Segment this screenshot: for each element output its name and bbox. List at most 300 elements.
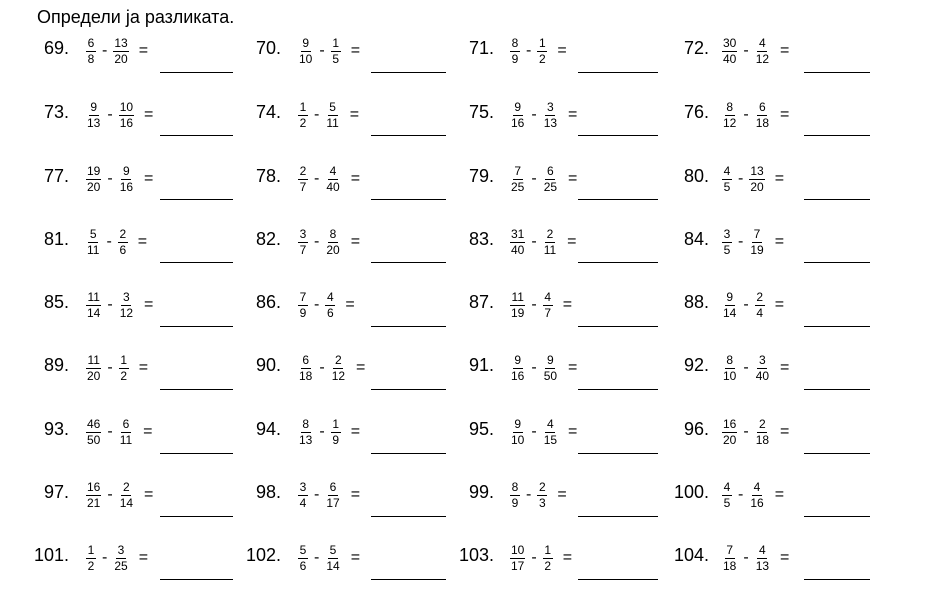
minuend-fraction [297, 418, 314, 447]
numerator: 13 [750, 163, 764, 178]
subtrahend-fraction [118, 101, 135, 130]
problem-number: 76. [683, 102, 709, 122]
denominator: 6 [299, 558, 307, 573]
minus-sign: - [107, 423, 113, 440]
denominator: 14 [326, 558, 340, 573]
numerator: 6 [122, 416, 130, 431]
problem-number: 96. [683, 419, 709, 439]
minuend-fraction [509, 291, 526, 320]
problem-number: 74. [255, 102, 281, 122]
equals-sign: = [774, 233, 785, 250]
numerator: 4 [723, 479, 731, 494]
answer-blank[interactable] [804, 579, 870, 580]
denominator: 2 [299, 115, 307, 130]
numerator: 1 [87, 542, 95, 557]
subtrahend-fraction [118, 418, 134, 447]
minuend-fraction [297, 291, 309, 320]
minuend-fraction [721, 101, 738, 130]
numerator: 9 [547, 352, 554, 367]
fraction-expression [721, 36, 797, 66]
answer-blank[interactable] [160, 262, 233, 263]
minuend-fraction [509, 101, 526, 130]
numerator: 7 [753, 226, 761, 241]
answer-blank[interactable] [371, 262, 446, 263]
fraction-expression [85, 100, 161, 130]
numerator: 2 [299, 163, 307, 178]
answer-blank[interactable] [578, 135, 658, 136]
numerator: 2 [123, 479, 130, 494]
minus-sign: - [738, 170, 744, 187]
subtrahend-fraction [324, 291, 336, 320]
fraction-expression [509, 100, 585, 130]
denominator: 2 [120, 368, 128, 383]
fraction-expression [297, 417, 368, 447]
problem-number: 82. [255, 229, 281, 249]
problem-number: 80. [683, 166, 709, 186]
minuend-fraction [509, 37, 521, 66]
answer-blank[interactable] [160, 389, 233, 390]
answer-blank[interactable] [804, 262, 870, 263]
subtrahend-fraction [542, 101, 559, 130]
answer-blank[interactable] [160, 579, 233, 580]
equals-sign: = [350, 42, 361, 59]
denominator: 4 [299, 495, 307, 510]
numerator: 9 [302, 35, 310, 50]
numerator: 1 [538, 35, 546, 50]
denominator: 40 [755, 368, 770, 383]
equals-sign: = [568, 170, 578, 187]
answer-blank[interactable] [160, 199, 233, 200]
minuend-fraction [509, 228, 526, 257]
minuend-fraction [85, 544, 97, 573]
denominator: 14 [119, 495, 134, 510]
answer-blank[interactable] [578, 326, 658, 327]
numerator: 9 [514, 416, 522, 431]
answer-blank[interactable] [160, 453, 233, 454]
denominator: 15 [543, 432, 558, 447]
fraction-expression [509, 417, 585, 447]
numerator: 10 [119, 99, 134, 114]
answer-blank[interactable] [578, 199, 658, 200]
numerator: 1 [120, 352, 128, 367]
numerator: 2 [538, 479, 546, 494]
subtrahend-fraction [112, 37, 129, 66]
minuend-fraction [721, 354, 738, 383]
fraction-expression [85, 543, 156, 573]
fraction-expression [297, 100, 367, 130]
equals-sign: = [562, 549, 573, 566]
denominator: 2 [538, 51, 546, 66]
problem-number: 98. [255, 482, 281, 502]
answer-blank[interactable] [371, 199, 446, 200]
answer-blank[interactable] [804, 326, 870, 327]
subtrahend-fraction [754, 291, 766, 320]
fraction-expression [85, 480, 161, 510]
equals-sign: = [562, 296, 573, 313]
denominator: 12 [755, 51, 770, 66]
denominator: 5 [723, 242, 731, 257]
answer-blank[interactable] [371, 453, 446, 454]
answer-blank[interactable] [160, 516, 233, 517]
denominator: 20 [87, 368, 101, 383]
denominator: 14 [723, 305, 737, 320]
problem-number: 92. [683, 355, 709, 375]
equals-sign: = [568, 359, 578, 376]
answer-blank[interactable] [578, 389, 658, 390]
answer-blank[interactable] [160, 72, 233, 73]
minuend-fraction [721, 544, 738, 573]
numerator: 9 [726, 289, 734, 304]
subtrahend-fraction [324, 228, 341, 257]
problem-number: 79. [468, 166, 494, 186]
answer-blank[interactable] [804, 389, 870, 390]
answer-blank[interactable] [371, 135, 446, 136]
denominator: 18 [755, 115, 770, 130]
numerator: 1 [544, 542, 552, 557]
numerator: 6 [329, 479, 337, 494]
answer-blank[interactable] [578, 516, 658, 517]
subtrahend-fraction [324, 101, 340, 130]
denominator: 40 [326, 179, 340, 194]
subtrahend-fraction [542, 165, 559, 194]
problem-number: 93. [43, 419, 69, 439]
numerator: 8 [329, 226, 337, 241]
minus-sign: - [107, 296, 113, 313]
minus-sign: - [531, 170, 537, 187]
answer-blank[interactable] [804, 135, 870, 136]
minuend-fraction [297, 37, 314, 66]
subtrahend-fraction [542, 544, 554, 573]
numerator: 5 [299, 542, 307, 557]
numerator: 4 [753, 479, 761, 494]
denominator: 17 [511, 558, 525, 573]
subtrahend-fraction [118, 354, 130, 383]
fraction-expression [721, 543, 797, 573]
minuend-fraction [297, 101, 309, 130]
problem-number: 78. [255, 166, 281, 186]
denominator: 7 [544, 305, 552, 320]
minuend-fraction [721, 37, 738, 66]
numerator: 13 [114, 35, 128, 50]
minus-sign: - [107, 170, 113, 187]
denominator: 13 [87, 115, 101, 130]
numerator: 2 [335, 352, 342, 367]
equals-sign: = [567, 233, 577, 250]
answer-blank[interactable] [371, 389, 446, 390]
problem-number: 102. [245, 545, 281, 565]
subtrahend-fraction [117, 228, 129, 257]
subtrahend-fraction [118, 481, 135, 510]
answer-blank[interactable] [160, 326, 233, 327]
denominator: 9 [511, 495, 519, 510]
numerator: 8 [511, 479, 519, 494]
denominator: 9 [511, 51, 519, 66]
numerator: 4 [544, 289, 552, 304]
denominator: 20 [326, 242, 340, 257]
answer-blank[interactable] [578, 453, 658, 454]
denominator: 13 [755, 558, 770, 573]
denominator: 7 [299, 179, 307, 194]
equals-sign: = [137, 233, 148, 250]
minus-sign: - [743, 549, 749, 566]
fraction-expression [721, 100, 797, 130]
minus-sign: - [531, 233, 537, 250]
answer-blank[interactable] [804, 516, 870, 517]
numerator: 6 [87, 35, 95, 50]
equals-sign: = [350, 423, 361, 440]
subtrahend-fraction [118, 165, 135, 194]
fraction-expression [297, 36, 368, 66]
subtrahend-fraction [754, 37, 771, 66]
denominator: 25 [543, 179, 558, 194]
minus-sign: - [314, 296, 320, 313]
minuend-fraction [297, 228, 309, 257]
equals-sign: = [568, 106, 578, 123]
subtrahend-fraction [542, 228, 558, 257]
minus-sign: - [743, 42, 749, 59]
fraction-expression [85, 290, 161, 320]
denominator: 20 [723, 432, 737, 447]
numerator: 7 [299, 289, 307, 304]
minuend-fraction [85, 37, 97, 66]
problem-number: 87. [468, 292, 494, 312]
minuend-fraction [509, 544, 526, 573]
fraction-expression [721, 417, 797, 447]
problem-number: 94. [255, 419, 281, 439]
minus-sign: - [526, 486, 532, 503]
minuend-fraction [721, 165, 733, 194]
answer-blank[interactable] [804, 199, 870, 200]
answer-blank[interactable] [371, 72, 446, 73]
fraction-expression [721, 290, 792, 320]
numerator: 4 [329, 163, 337, 178]
numerator: 19 [87, 163, 101, 178]
equals-sign: = [350, 549, 361, 566]
minuend-fraction [509, 354, 526, 383]
denominator: 2 [544, 558, 552, 573]
denominator: 5 [332, 51, 340, 66]
denominator: 11 [543, 242, 557, 257]
problem-number: 72. [683, 38, 709, 58]
subtrahend-fraction [542, 354, 559, 383]
fraction-expression [297, 290, 363, 320]
problem-number: 84. [683, 229, 709, 249]
denominator: 18 [755, 432, 770, 447]
fraction-expression [721, 227, 792, 257]
equals-sign: = [356, 359, 366, 376]
equals-sign: = [144, 486, 154, 503]
numerator: 3 [723, 226, 731, 241]
minuend-fraction [85, 101, 102, 130]
subtrahend-fraction [748, 165, 765, 194]
numerator: 9 [514, 352, 522, 367]
answer-blank[interactable] [578, 579, 658, 580]
denominator: 7 [299, 242, 307, 257]
fraction-expression [297, 480, 368, 510]
numerator: 3 [299, 479, 307, 494]
denominator: 10 [723, 368, 737, 383]
equals-sign: = [345, 296, 355, 313]
fraction-expression [509, 480, 575, 510]
denominator: 40 [511, 242, 525, 257]
minus-sign: - [531, 106, 537, 123]
subtrahend-fraction [748, 228, 765, 257]
fraction-expression [85, 417, 161, 447]
minus-sign: - [743, 296, 749, 313]
denominator: 25 [114, 558, 128, 573]
numerator: 11 [511, 289, 524, 304]
numerator: 8 [302, 416, 310, 431]
numerator: 3 [299, 226, 307, 241]
minus-sign: - [743, 106, 749, 123]
minus-sign: - [314, 106, 320, 123]
numerator: 6 [759, 99, 766, 114]
denominator: 16 [119, 179, 134, 194]
equals-sign: = [774, 296, 785, 313]
numerator: 9 [123, 163, 130, 178]
minus-sign: - [314, 486, 320, 503]
denominator: 19 [511, 305, 525, 320]
subtrahend-fraction [330, 418, 342, 447]
fraction-expression [297, 543, 368, 573]
answer-blank[interactable] [578, 262, 658, 263]
problem-number: 81. [43, 229, 69, 249]
fraction-expression [509, 353, 585, 383]
fraction-expression [297, 164, 368, 194]
fraction-expression [509, 164, 585, 194]
denominator: 9 [332, 432, 340, 447]
problem-number: 103. [458, 545, 494, 565]
denominator: 20 [114, 51, 128, 66]
numerator: 5 [329, 99, 336, 114]
denominator: 13 [543, 115, 558, 130]
answer-blank[interactable] [371, 326, 446, 327]
minus-sign: - [526, 42, 532, 59]
problem-number: 91. [468, 355, 494, 375]
subtrahend-fraction [542, 291, 554, 320]
equals-sign: = [350, 170, 361, 187]
denominator: 9 [299, 305, 307, 320]
minus-sign: - [531, 423, 537, 440]
minuend-fraction [297, 165, 309, 194]
subtrahend-fraction [324, 544, 341, 573]
subtrahend-fraction [536, 37, 548, 66]
denominator: 8 [87, 51, 95, 66]
numerator: 11 [87, 289, 100, 304]
problem-number: 101. [33, 545, 69, 565]
denominator: 17 [326, 495, 340, 510]
equals-sign: = [350, 233, 361, 250]
denominator: 20 [750, 179, 764, 194]
problem-number: 86. [255, 292, 281, 312]
numerator: 9 [90, 99, 98, 114]
numerator: 7 [726, 542, 734, 557]
numerator: 2 [119, 226, 127, 241]
minus-sign: - [314, 549, 320, 566]
numerator: 4 [326, 289, 334, 304]
numerator: 9 [514, 99, 522, 114]
minus-sign: - [738, 486, 744, 503]
subtrahend-fraction [324, 481, 341, 510]
minuend-fraction [85, 291, 102, 320]
minuend-fraction [297, 354, 314, 383]
fraction-expression [297, 227, 368, 257]
equals-sign: = [780, 106, 790, 123]
answer-blank[interactable] [804, 453, 870, 454]
denominator: 5 [723, 179, 731, 194]
answer-blank[interactable] [371, 516, 446, 517]
minuend-fraction [85, 481, 102, 510]
fraction-expression [85, 164, 161, 194]
equals-sign: = [144, 296, 154, 313]
numerator: 3 [117, 542, 125, 557]
denominator: 13 [299, 432, 313, 447]
numerator: 10 [511, 542, 525, 557]
denominator: 14 [87, 305, 101, 320]
problem-number: 69. [43, 38, 69, 58]
minus-sign: - [107, 106, 113, 123]
minus-sign: - [531, 549, 537, 566]
denominator: 12 [119, 305, 134, 320]
numerator: 1 [299, 99, 307, 114]
denominator: 11 [326, 115, 339, 130]
minuend-fraction [85, 165, 102, 194]
problem-number: 100. [673, 482, 709, 502]
answer-blank[interactable] [578, 72, 658, 73]
answer-blank[interactable] [804, 72, 870, 73]
fraction-expression [509, 290, 580, 320]
problem-number: 99. [468, 482, 494, 502]
numerator: 3 [123, 289, 130, 304]
denominator: 11 [119, 432, 133, 447]
equals-sign: = [138, 42, 149, 59]
problem-number: 75. [468, 102, 494, 122]
subtrahend-fraction [324, 165, 341, 194]
denominator: 21 [87, 495, 101, 510]
numerator: 46 [87, 416, 101, 431]
numerator: 6 [547, 163, 554, 178]
minus-sign: - [743, 423, 749, 440]
problem-number: 89. [43, 355, 69, 375]
denominator: 6 [119, 242, 127, 257]
denominator: 6 [326, 305, 334, 320]
subtrahend-fraction [112, 544, 129, 573]
numerator: 2 [759, 416, 766, 431]
fraction-expression [509, 543, 580, 573]
problem-number: 85. [43, 292, 69, 312]
equals-sign: = [780, 359, 790, 376]
equals-sign: = [143, 423, 153, 440]
denominator: 16 [119, 115, 134, 130]
equals-sign: = [144, 106, 154, 123]
answer-blank[interactable] [371, 579, 446, 580]
numerator: 1 [332, 416, 340, 431]
answer-blank[interactable] [160, 135, 233, 136]
equals-sign: = [780, 42, 790, 59]
problem-number: 77. [43, 166, 69, 186]
equals-sign: = [138, 359, 149, 376]
minus-sign: - [531, 359, 537, 376]
subtrahend-fraction [754, 354, 771, 383]
minuend-fraction [297, 544, 309, 573]
numerator: 16 [723, 416, 737, 431]
minus-sign: - [314, 170, 320, 187]
numerator: 5 [329, 542, 337, 557]
minus-sign: - [531, 296, 537, 313]
denominator: 19 [750, 242, 764, 257]
minus-sign: - [107, 359, 113, 376]
numerator: 4 [759, 542, 766, 557]
